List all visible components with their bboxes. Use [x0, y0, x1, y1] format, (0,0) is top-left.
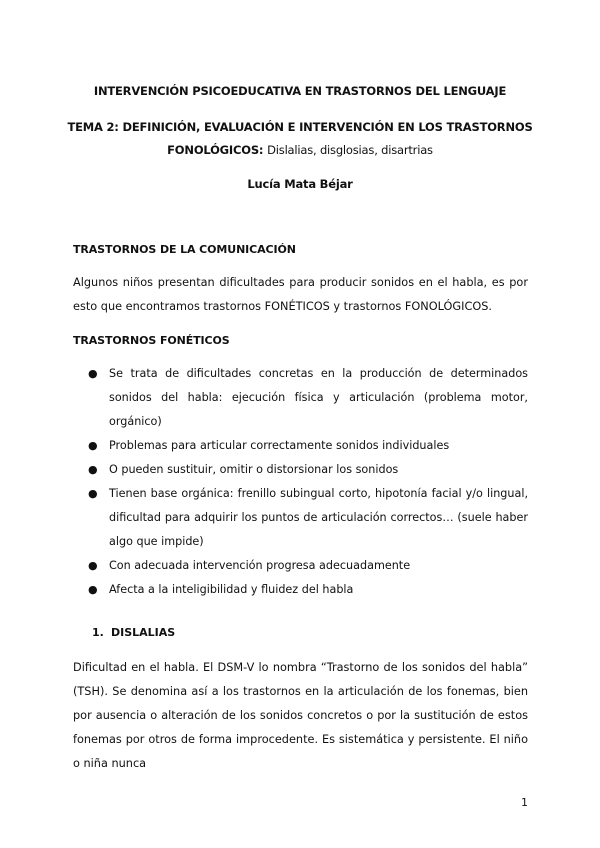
list-item: [73, 434, 528, 458]
list-item-text: O pueden sustituir, omitir o distorsionar los sonidos: [109, 463, 399, 476]
bullet-icon: ●: [88, 559, 98, 572]
bullet-icon: ●: [88, 583, 98, 596]
section-number: 1.: [92, 626, 104, 639]
list-item-text: Problemas para articular correctamente sonidos individuales: [109, 439, 450, 452]
list-item: [73, 458, 528, 482]
list-item: [73, 554, 528, 578]
dyslalia-paragraph: Dificultad en el habla. El DSM-V lo nombra “Trastorno de los sonidos del habla” (TSH). Se denomina así a los trastornos en la articulación de los fonemas, bien por ausencia o alteración de los sonidos concretos o por la sustitución de estos fonemas por otros de forma improcedente. Es sistemática y persistente. El niño o niña nunca: [73, 661, 528, 770]
list-item: [73, 578, 528, 602]
list-item: [73, 482, 528, 554]
page-number: 1: [521, 796, 528, 809]
list-item: [73, 362, 528, 434]
list-item-text: Tienen base orgánica: frenillo subingual corto, hipotonía facial y/o lingual, dificultad para adquirir los puntos de articulación correctos… (suele haber algo que impide): [109, 487, 528, 548]
author-name: Lucía Mata Béjar: [247, 177, 353, 191]
phonetic-bullet-list: [73, 362, 528, 602]
topic-title-line2: [0, 143, 600, 157]
section-heading-communication: TRASTORNOS DE LA COMUNICACIÓN: [73, 243, 296, 256]
section-heading-dyslalia: [92, 626, 175, 639]
bullet-icon: ●: [88, 439, 98, 452]
course-title: INTERVENCIÓN PSICOEDUCATIVA EN TRASTORNOS DEL LENGUAJE: [93, 84, 507, 98]
list-item-text: Con adecuada intervención progresa adecuadamente: [109, 559, 411, 572]
topic-subtitle: Dislalias, disglosias, disartrias: [267, 143, 433, 157]
list-item-text: Afecta a la inteligibilidad y fluidez del habla: [109, 583, 354, 596]
bullet-icon: ●: [88, 487, 98, 500]
bullet-icon: ●: [88, 367, 98, 380]
section-heading-phonetic: TRASTORNOS FONÉTICOS: [73, 334, 230, 347]
section-title: DISLALIAS: [111, 626, 176, 639]
bullet-icon: ●: [88, 463, 98, 476]
topic-title-bold: FONOLÓGICOS:: [167, 143, 264, 157]
list-item-text: Se trata de dificultades concretas en la producción de determinados sonidos del habla: ejecución física y articulación (problema motor, orgánico): [109, 367, 528, 428]
topic-title-line1: TEMA 2: DEFINICIÓN, EVALUACIÓN E INTERVENCIÓN EN LOS TRASTORNOS: [67, 120, 533, 134]
communication-paragraph: Algunos niños presentan dificultades para producir sonidos en el habla, es por esto que encontramos trastornos FONÉTICOS y trastornos FONOLÓGICOS.: [73, 276, 528, 313]
